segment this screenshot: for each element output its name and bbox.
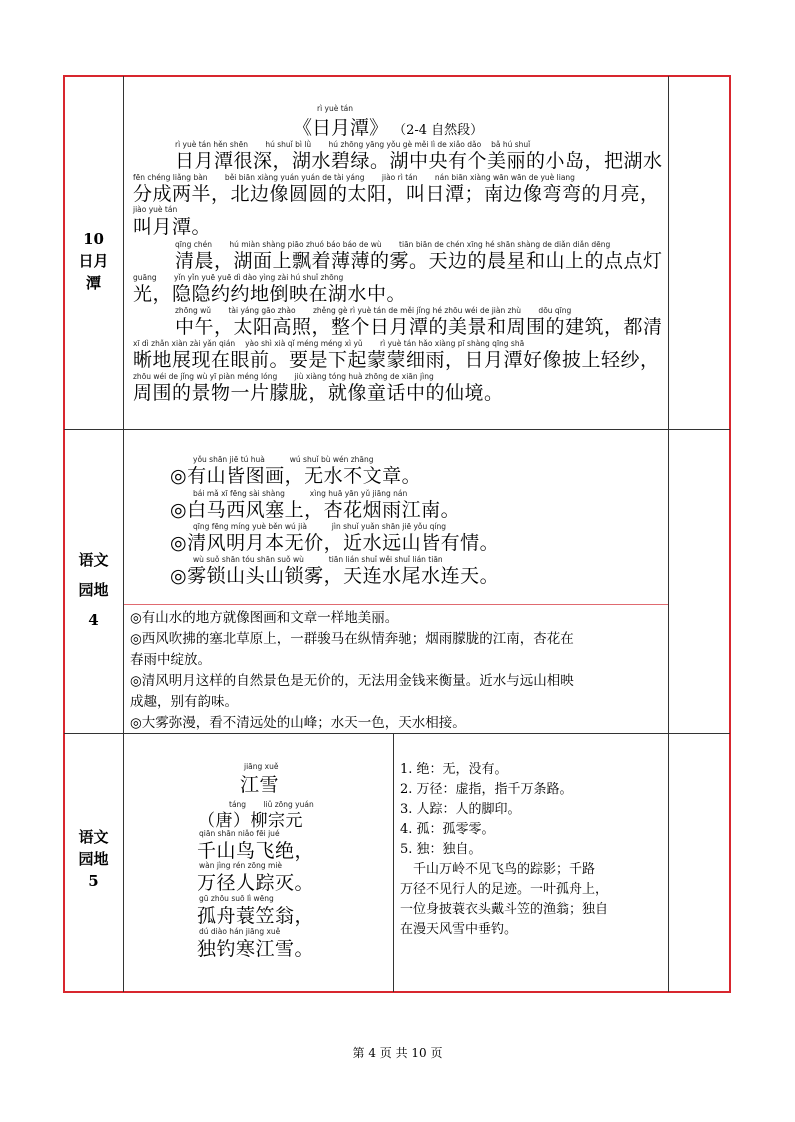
section2-explanations bbox=[130, 608, 660, 734]
saying-line: ◎清风明月本无价，近水远山皆有情。 bbox=[170, 532, 500, 554]
saying-line: ◎白马西风塞上，杏花烟雨江南。 bbox=[170, 499, 461, 521]
explanation-line: ◎有山水的地方就像图画和文章一样地美丽。 bbox=[130, 610, 399, 626]
text-line: 日月潭很深，湖水碧绿。湖中央有个美丽的小岛，把湖水 bbox=[175, 150, 663, 172]
note-line: 2. 万径：虚指，指千万条路。 bbox=[400, 782, 573, 797]
note-line: 5. 独：独自。 bbox=[400, 842, 482, 857]
pinyin-line: zhōu wéi de jǐng wù yī piàn méng lóng jiù xiàng tóng huà zhōng de xiān jìng bbox=[133, 372, 434, 381]
text-line: 清晨，湖面上飘着薄薄的雾。天边的晨星和山上的点点灯 bbox=[175, 250, 663, 272]
note-line: 1. 绝：无，没有。 bbox=[400, 762, 508, 777]
page-footer: 第 4 页 共 10 页 bbox=[352, 1046, 443, 1060]
section-label-2 bbox=[64, 545, 123, 635]
label-line: 园地 bbox=[78, 581, 109, 599]
pinyin-line: qīng chén hú miàn shàng piāo zhuó báo báo de wù tiān biān de chén xīng hé shān shàng de diǎn diǎn dēng bbox=[175, 240, 611, 249]
label-line: 日月 bbox=[78, 252, 109, 270]
saying-line: ◎有山皆图画，无水不文章。 bbox=[170, 465, 422, 487]
divider-right-col bbox=[668, 76, 669, 992]
explanation-line: 成趣，别有韵味。 bbox=[130, 694, 238, 710]
poem-line: 千山鸟飞绝， bbox=[197, 840, 315, 862]
pinyin-line: rì yuè tán hěn shēn hú shuǐ bì lǜ hú zhōng yāng yǒu gè měi lì de xiǎo dǎo bǎ hú shuǐ bbox=[175, 140, 531, 149]
label-line: 语文 bbox=[78, 828, 109, 846]
poem-notes bbox=[400, 760, 662, 940]
pinyin-line: gū zhōu suō lì wēng bbox=[199, 894, 274, 903]
label-line: 5 bbox=[88, 872, 99, 890]
translation-line: 千山万岭不见飞鸟的踪影；千路 bbox=[400, 862, 596, 877]
author-pinyin: táng liǔ zōng yuán bbox=[229, 800, 314, 809]
divider-row1 bbox=[64, 429, 730, 430]
pinyin-line: wù suǒ shān tóu shān suǒ wù tiān lián shuǐ wěi shuǐ lián tiān bbox=[193, 555, 443, 564]
saying-line: ◎雾锁山头山锁雾，天连水尾水连天。 bbox=[170, 565, 500, 587]
explanation-line: ◎清风明月这样的自然景色是无价的，无法用金钱来衡量。近水与远山相映 bbox=[130, 673, 574, 689]
text-line: 中午，太阳高照，整个日月潭的美景和周围的建筑，都清 bbox=[175, 316, 663, 338]
explanation-line: ◎大雾弥漫，看不清远处的山峰；水天一色，天水相接。 bbox=[130, 715, 466, 731]
title-pinyin: rì yuè tán bbox=[317, 104, 354, 113]
label-line: 10 bbox=[83, 230, 104, 248]
text-line: 叫月潭。 bbox=[133, 216, 212, 238]
section-label-1 bbox=[64, 228, 123, 294]
text-line: 分成两半，北边像圆圆的太阳，叫日潭；南边像弯弯的月亮， bbox=[133, 183, 660, 205]
title-note: （2-4 自然段） bbox=[393, 123, 484, 138]
pinyin-line: wàn jìng rén zōng miè bbox=[199, 861, 283, 870]
label-line: 园地 bbox=[78, 850, 109, 868]
translation-line: 一位身披蓑衣头戴斗笠的渔翁；独自 bbox=[400, 902, 609, 917]
text-line: 周围的景物一片朦胧，就像童话中的仙境。 bbox=[133, 382, 504, 404]
pinyin-line: bái mǎ xī fēng sài shàng xìng huā yān yǔ jiāng nán bbox=[193, 489, 408, 498]
explanation-line: 春雨中绽放。 bbox=[130, 652, 211, 668]
poem-line: 独钓寒江雪。 bbox=[197, 938, 315, 960]
note-line: 4. 孤：孤零零。 bbox=[400, 822, 495, 837]
translation-line: 万径不见行人的足迹。一叶孤舟上， bbox=[400, 882, 609, 897]
poem-line: 万径人踪灭。 bbox=[197, 872, 315, 894]
text-line: 晰地展现在眼前。要是下起蒙蒙细雨，日月潭好像披上轻纱， bbox=[133, 349, 660, 371]
label-line: 潭 bbox=[85, 274, 101, 292]
section-label-3 bbox=[64, 826, 123, 892]
pinyin-line: guāng yǐn yǐn yuē yuē dì dào yìng zài hú shuǐ zhōng bbox=[133, 273, 344, 282]
pinyin-line: zhōng wǔ tài yáng gāo zhào zhěng gè rì yuè tán de měi jǐng hé zhōu wéi de jiàn zhù dōu qīng bbox=[175, 306, 572, 315]
explanation-line: ◎西风吹拂的塞北草原上，一群骏马在纵情奔驰；烟雨朦胧的江南，杏花在 bbox=[130, 631, 574, 647]
poem-line: 孤舟蓑笠翁， bbox=[197, 905, 315, 927]
text-line: 光，隐隐约约地倒映在湖水中。 bbox=[133, 283, 407, 305]
pinyin-line: jiào yuè tán bbox=[133, 205, 178, 214]
divider-section2-inner bbox=[124, 604, 668, 605]
translation-line: 在漫天风雪中垂钓。 bbox=[400, 922, 518, 937]
section1-title bbox=[293, 113, 483, 140]
pinyin-line: dú diào hán jiāng xuě bbox=[199, 927, 281, 936]
label-line: 4 bbox=[88, 611, 99, 629]
divider-poem-notes bbox=[393, 734, 394, 992]
page-title: 《日月潭》 bbox=[293, 117, 389, 139]
pinyin-line: fēn chéng liǎng bàn běi biān xiàng yuán yuán de tài yáng jiào rì tán nán biān xiàng wān wān de yuè liang bbox=[133, 173, 575, 182]
pinyin-line: qīng fēng míng yuè běn wú jià jìn shuǐ yuǎn shān jiē yǒu qíng bbox=[193, 522, 447, 531]
note-line: 3. 人踪：人的脚印。 bbox=[400, 802, 521, 817]
pinyin-line: qiān shān niǎo fēi jué bbox=[199, 829, 280, 838]
pinyin-line: yǒu shān jiē tú huà wú shuǐ bù wén zhāng bbox=[193, 455, 374, 464]
poem-title-pinyin: jiāng xuě bbox=[244, 762, 279, 771]
poem-title: 江雪 bbox=[240, 774, 280, 796]
label-line: 语文 bbox=[78, 551, 109, 569]
poem-author: （唐）柳宗元 bbox=[198, 811, 303, 831]
divider-left-col bbox=[123, 76, 124, 992]
pinyin-line: xī dì zhǎn xiàn zài yǎn qián yào shì xià qǐ méng méng xì yǔ rì yuè tán hǎo xiàng pī shàng qīng shā bbox=[133, 339, 525, 348]
